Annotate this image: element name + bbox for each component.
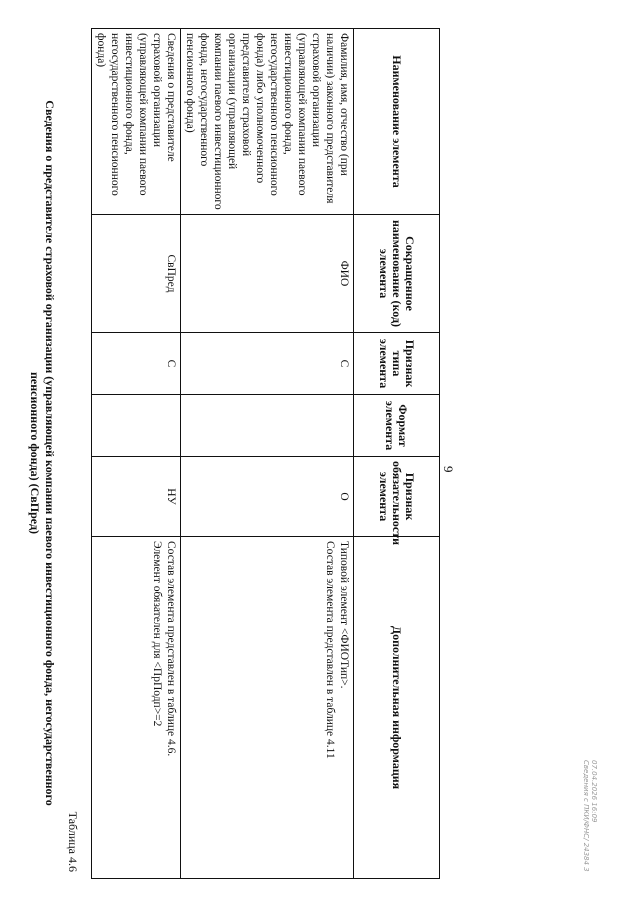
cell-type: С <box>92 333 181 395</box>
info-line: Состав элемента представлен в таблице 4.6. <box>165 541 177 757</box>
elements-table <box>91 28 440 879</box>
cell-info <box>92 537 181 879</box>
header-format: Формат элемента <box>354 395 440 457</box>
stamp-line: Сведения с ПКИ/ФНС/ 24384 3 <box>582 760 590 872</box>
header-info: Дополнительная информация <box>354 537 440 879</box>
cell-code: СвПред <box>92 215 181 333</box>
table-caption <box>27 28 80 878</box>
table-label: Таблица 4.6 <box>66 811 80 872</box>
table-row <box>92 29 181 879</box>
info-line: Типовой элемент <ФИОТип>. <box>338 541 350 689</box>
cell-required: О <box>181 457 354 537</box>
table-row <box>181 29 354 879</box>
stamp-line: 07.04.2026 16:09 <box>590 760 598 823</box>
rotated-content <box>10 28 440 878</box>
header-required: Признак обязательности элемента <box>354 457 440 537</box>
cell-name: Фамилия, имя, отчество (при наличии) законного представителя страховой организации (управляющей компании паевого инвестиционного фонда, негосударственного пенсионного фонда) либо уполномоченного представителя страховой организации (управляющей компании паевого инвестиционного фонда, негосударственного пенсионного фонда) <box>181 29 354 215</box>
page-number: 9 <box>441 466 456 473</box>
cell-format <box>92 395 181 457</box>
header-name: Наименование элемента <box>354 29 440 215</box>
cell-format <box>181 395 354 457</box>
header-type: Признак типа элемента <box>354 333 440 395</box>
cell-type: С <box>181 333 354 395</box>
table-title: Сведения о представителе страховой организации (управляющей компании паевого инвестиционного фонда, негосударственного пенсионного фонда) (СвПред) <box>28 100 57 806</box>
table-header-row <box>354 29 440 879</box>
cell-info <box>181 537 354 879</box>
stamp-mark <box>582 760 598 872</box>
info-line: Состав элемента представлен в таблице 4.11 <box>324 541 336 759</box>
info-line: Элемент обязателен для <ПрПодп>=2 <box>151 541 163 727</box>
header-code: Сокращенное наименование (код) элемента <box>354 215 440 333</box>
cell-code: ФИО <box>181 215 354 333</box>
cell-required: НУ <box>92 457 181 537</box>
cell-name: Сведения о представителе страховой организации (управляющей компании паевого инвестиционного фонда, негосударственного пенсионного фонда) <box>92 29 181 215</box>
